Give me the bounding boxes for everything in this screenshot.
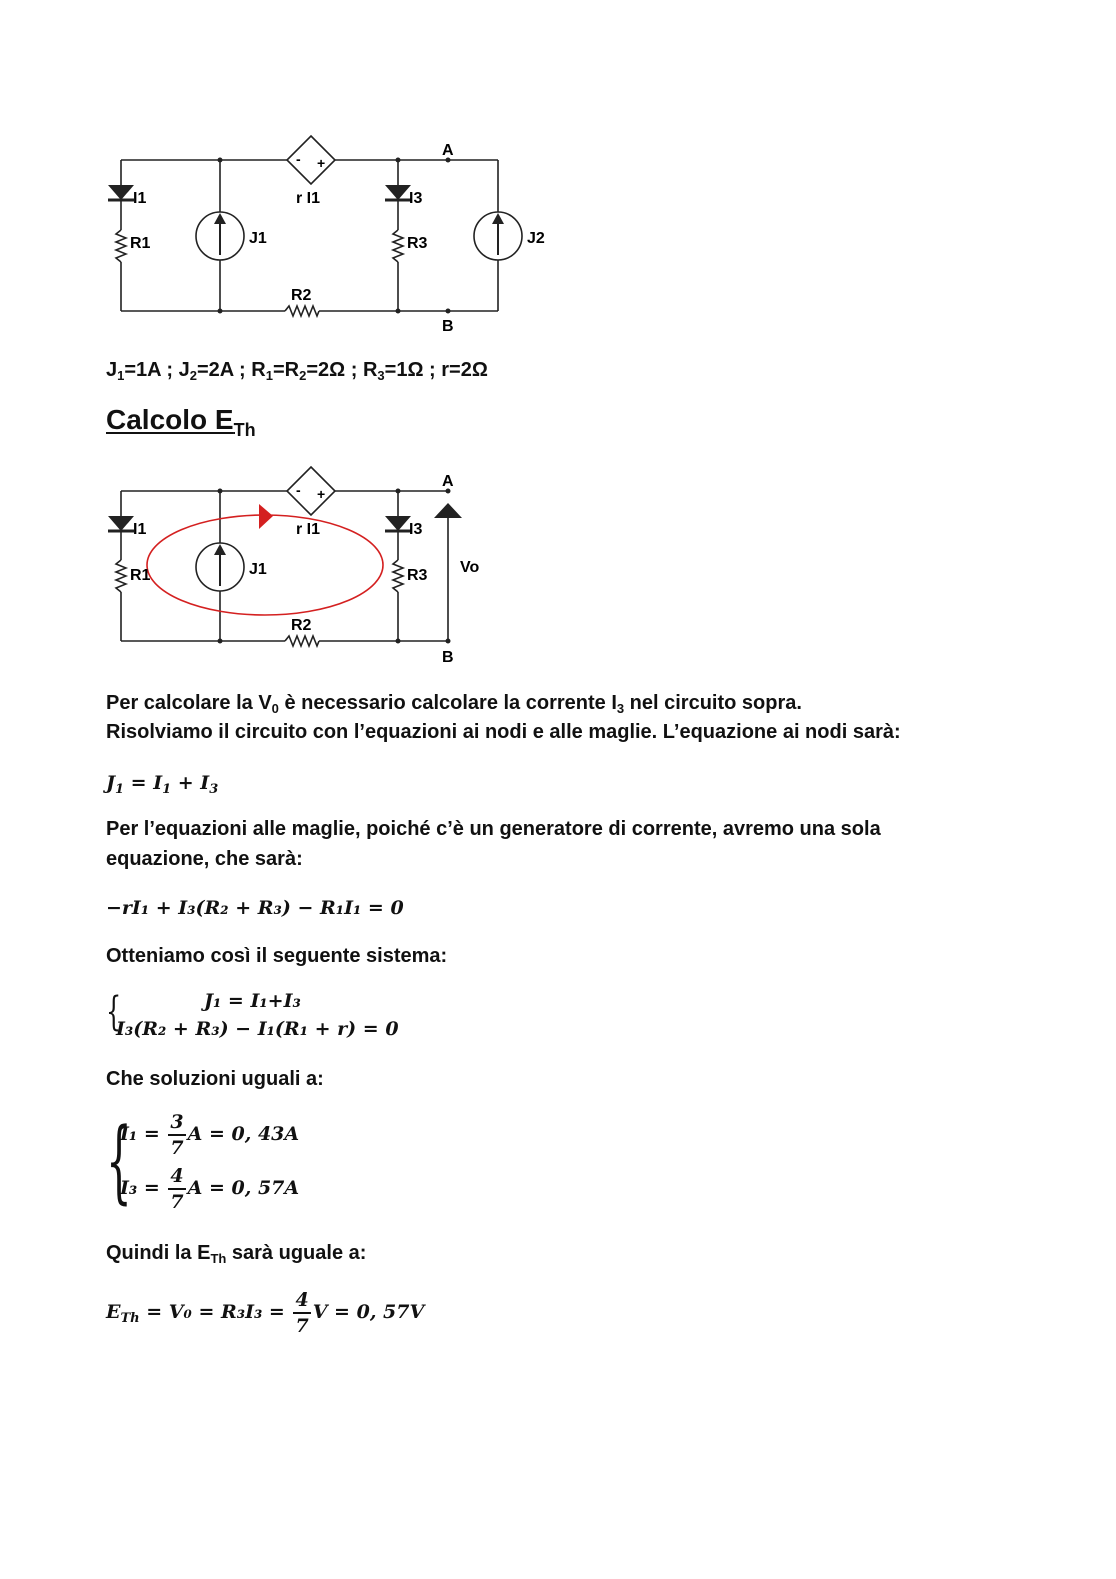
label-I1: I1 (133, 190, 147, 207)
label-plus: + (317, 155, 326, 171)
fraction: $\frac{4}{7}$ (295, 1289, 309, 1337)
label-J1: J1 (249, 561, 267, 578)
paragraph-3: Per l’equazioni alle maglie, poiché c’è un generatore di corrente, avremo una sola (106, 818, 881, 840)
circuit-diagram-1 (0, 0, 600, 345)
label-minus: - (296, 482, 301, 498)
equation-system (106, 988, 426, 1048)
paragraph-4: equazione, che sarà: (106, 848, 303, 870)
system-brace: { (106, 989, 122, 1035)
mesh-direction-arrow (259, 504, 273, 529)
solutions-brace: { (106, 1109, 132, 1214)
equation-solutions (106, 1110, 426, 1222)
label-plus: + (317, 486, 326, 502)
label-R1: R1 (130, 567, 151, 584)
paragraph-1: Per calcolare la $V_0$ è necessario calcolare la corrente $I_3$ nel circuito sopra. (106, 692, 802, 716)
paragraph-2: Risolviamo il circuito con l’equazioni ai nodi e alle maglie. L’equazione ai nodi sarà: (106, 721, 901, 743)
circuit-diagram-2 (0, 460, 600, 675)
paragraph-5: Otteniamo così il seguente sistema: (106, 945, 448, 967)
equation-node: $J_1 = I_1 + I_3$ (106, 772, 219, 797)
label-minus: - (296, 151, 301, 167)
label-J1: J1 (249, 230, 267, 247)
label-I3: I3 (409, 521, 423, 538)
label-I1: I1 (133, 521, 147, 538)
paragraph-6: Che soluzioni uguali a: (106, 1068, 324, 1090)
equation-eth: $E_{Th} = V_0 = R_3I_3$ = $\frac{4}{7}$ V = 0, 57V (106, 1289, 425, 1337)
label-I3: I3 (409, 190, 423, 207)
label-R3: R3 (407, 235, 428, 252)
solution-I3: I₃ = $\frac{4}{7}$ A = 0, 57A (120, 1165, 300, 1213)
system-line-2: I₃(R₂ + R₃) − I₁(R₁ + r) = 0 (116, 1018, 399, 1040)
fraction: $\frac{3}{7}$ (170, 1111, 184, 1159)
solution-I1: I₁ = $\frac{3}{7}$ A = 0, 43A (120, 1111, 300, 1159)
label-A: A (442, 473, 454, 490)
label-R2: R2 (291, 617, 312, 634)
label-J2: J2 (527, 230, 545, 247)
label-R1: R1 (130, 235, 151, 252)
system-line-1: J₁ = I₁+I₃ (204, 990, 301, 1012)
label-R2: R2 (291, 287, 312, 304)
equation-mesh: −rI₁ + I₃(R₂ + R₃) − R₁I₁ = 0 (106, 897, 404, 919)
label-B: B (442, 649, 454, 666)
circuit-parameters: $J_1=1A$ ; $J_2=2A$ ; $R_1=R_2=2\Omega$ ; $R_3=1\Omega$ ; r=2Ω (106, 359, 488, 383)
label-Vo: Vo (460, 559, 480, 576)
label-rI1: r I1 (296, 190, 321, 207)
label-R3: R3 (407, 567, 428, 584)
label-A: A (442, 142, 454, 159)
label-rI1: r I1 (296, 521, 321, 538)
paragraph-7: Quindi la $E_{Th}$ sarà uguale a: (106, 1242, 367, 1266)
label-B: B (442, 318, 454, 335)
fraction: $\frac{4}{7}$ (170, 1165, 184, 1213)
section-heading: Calcolo $E_{Th}$ (106, 404, 256, 440)
